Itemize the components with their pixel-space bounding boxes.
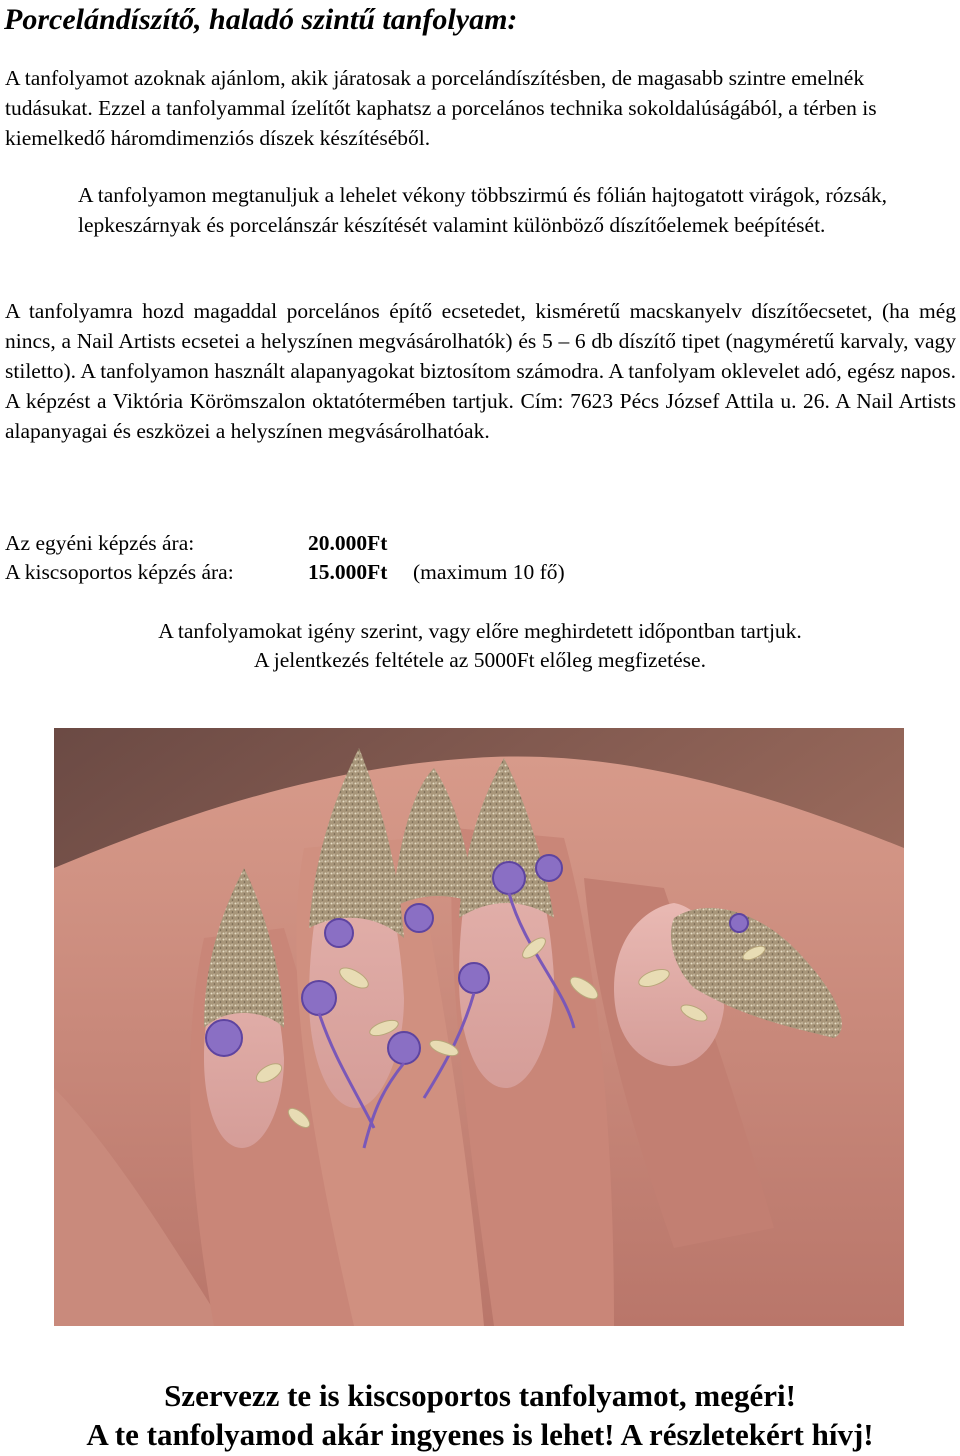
call-to-action-line-1: Szervezz te is kiscsoportos tanfolyamot, megéri! bbox=[164, 1378, 796, 1413]
intro-paragraph: A tanfolyamot azoknak ajánlom, akik járatosak a porcelándíszítésben, de magasabb szintre emelnék tudásukat. Ezzel a tanfolyammal ízelítőt kaphatsz a porcelános technika sokoldalúságából, a térben is kiemelkedő háromdimenziós díszek készítéséből. bbox=[5, 66, 877, 150]
price-note: (maximum 10 fő) bbox=[413, 560, 565, 584]
call-to-action-line-2: A te tanfolyamod akár ingyenes is lehet! A részletekért hívj! bbox=[86, 1417, 874, 1452]
price-label: A kiscsoportos képzés ára: bbox=[5, 560, 234, 584]
price-amount: 20.000Ft bbox=[308, 531, 388, 555]
deposit-note: A jelentkezés feltétele az 5000Ft előleg megfizetése. bbox=[254, 648, 706, 672]
course-content-paragraph: A tanfolyamon megtanuljuk a lehelet vékony többszirmú és fólián hajtogatott virágok, rózsák, lepkeszárnyak és porcelánszár készítését valamint különböző díszítőelemek beépítését. bbox=[78, 183, 888, 237]
page-title: Porcelándíszítő, haladó szintű tanfolyam: bbox=[4, 3, 518, 36]
price-label: Az egyéni képzés ára: bbox=[5, 531, 195, 555]
price-amount: 15.000Ft bbox=[308, 560, 388, 584]
course-details-paragraph: A tanfolyamra hozd magaddal porcelános építő ecsetedet, kisméretű macskanyelv díszítőecsetet, (ha még nincs, a Nail Artists ecsetei a helyszínen megvásárolhatók) és 5 – 6 db díszítő tipet (nagyméretű karvaly, vagy stiletto). A tanfolyamon használt alapanyagokat biztosítom számodra. A tanfolyam oklevelet adó, egész napos. A képzést a Viktória Körömszalon oktatótermében tartjuk. Cím: 7623 Pécs József Attila u. 26. A Nail Artists alapanyagai és eszközei a helyszínen megvásárolhatóak. bbox=[5, 299, 956, 443]
nail-art-photo bbox=[54, 728, 904, 1326]
schedule-note: A tanfolyamokat igény szerint, vagy előre meghirdetett időpontban tartjuk. bbox=[158, 619, 802, 643]
